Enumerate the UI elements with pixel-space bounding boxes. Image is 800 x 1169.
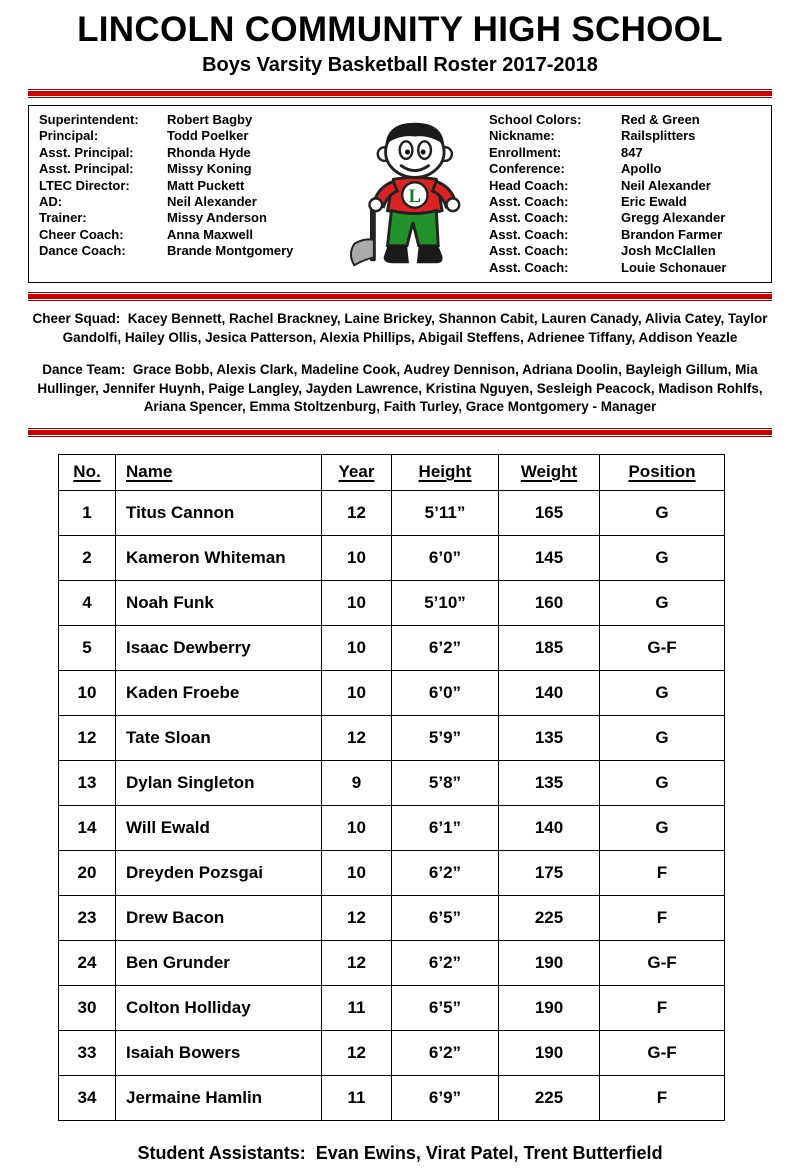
roster-cell-position: G (600, 715, 725, 760)
roster-cell-position: F (600, 985, 725, 1030)
staff-label: Asst. Principal: (39, 144, 134, 160)
axe-blade (351, 239, 374, 265)
school-info-value: Louie Schonauer (621, 259, 727, 275)
roster-cell-weight: 190 (499, 1030, 600, 1075)
roster-cell-name: Isaiah Bowers (116, 1030, 322, 1075)
staff-value: Rhonda Hyde (167, 144, 251, 160)
roster-cell-weight: 190 (499, 940, 600, 985)
roster-cell-year: 9 (322, 760, 392, 805)
roster-cell-name: Will Ewald (116, 805, 322, 850)
roster-cell-position: F (600, 1075, 725, 1120)
roster-cell-weight: 145 (499, 535, 600, 580)
staff-row (39, 210, 327, 226)
roster-cell-no: 10 (59, 670, 116, 715)
school-info-value: 847 (621, 144, 643, 160)
roster-cell-position: G-F (600, 625, 725, 670)
roster-cell-position: G (600, 760, 725, 805)
divider-line (28, 428, 772, 437)
roster-cell-name: Dylan Singleton (116, 760, 322, 805)
staff-label: Cheer Coach: (39, 226, 124, 242)
roster-cell-year: 11 (322, 985, 392, 1030)
cheer-squad-text: Cheer Squad: Kacey Bennett, Rachel Brackney, Laine Brickey, Shannon Cabit, Lauren Canady, Alivia Catey, Taylor Gandolfi, Hailey Ollis, Jesica Patterson, Alexia Phillips, Abigail Steffens, Adrienee Tiffany, Addison Yeazle (32, 311, 772, 345)
staff-label: Superintendent: (39, 112, 139, 127)
divider-line (28, 89, 772, 98)
roster-cell-no: 24 (59, 940, 116, 985)
roster-cell-weight: 135 (499, 715, 600, 760)
school-info-label: Conference: (489, 161, 565, 177)
dance-team-text: Dance Team: Grace Bobb, Alexis Clark, Madeline Cook, Audrey Dennison, Adriana Doolin, Bayleigh Gillum, Mia Hullinger, Jennifer Huynh, Paige Langley, Jayden Lawrence, Kristina Nguyen, Sesleigh Peacock, Madison Rohlfs, Ariana Spencer, Emma Stoltzenburg, Faith Turley, Grace Montgomery - Manager (37, 362, 766, 415)
mascot-pants (388, 211, 439, 246)
school-info-value: Railsplitters (621, 128, 696, 144)
staff-row (39, 243, 327, 259)
roster-table (58, 454, 725, 1121)
roster-cell-name: Isaac Dewberry (116, 625, 322, 670)
roster-cell-weight: 140 (499, 805, 600, 850)
roster-cell-position: G (600, 580, 725, 625)
roster-cell-no: 4 (59, 580, 116, 625)
roster-header-row (59, 454, 725, 490)
roster-cell-height: 5’11” (392, 490, 499, 535)
roster-header-label: Weight (520, 462, 578, 482)
page-subtitle: Boys Varsity Basketball Roster 2017-2018 (202, 54, 598, 76)
staff-label: Principal: (39, 128, 99, 144)
school-info-label: Enrollment: (489, 144, 562, 160)
roster-cell-no: 13 (59, 760, 116, 805)
school-info-row (489, 112, 761, 128)
roster-row (59, 850, 725, 895)
roster-header-label: Name (126, 462, 173, 482)
roster-cell-no: 2 (59, 535, 116, 580)
roster-cell-height: 6’0” (392, 535, 499, 580)
roster-cell-year: 10 (322, 580, 392, 625)
roster-cell-no: 30 (59, 985, 116, 1030)
staff-value: Matt Puckett (167, 177, 245, 193)
staff-row (39, 194, 327, 210)
school-info-row (489, 227, 761, 243)
roster-cell-height: 6’1” (392, 805, 499, 850)
roster-cell-year: 10 (322, 850, 392, 895)
roster-cell-height: 6’5” (392, 895, 499, 940)
school-info-label: Asst. Coach: (489, 243, 569, 259)
roster-row (59, 535, 725, 580)
roster-cell-height: 6’2” (392, 940, 499, 985)
roster-cell-weight: 140 (499, 670, 600, 715)
roster-row (59, 715, 725, 760)
roster-cell-no: 20 (59, 850, 116, 895)
roster-cell-year: 10 (322, 625, 392, 670)
staff-label: LTEC Director: (39, 177, 130, 193)
roster-row (59, 625, 725, 670)
roster-cell-name: Drew Bacon (116, 895, 322, 940)
roster-cell-no: 1 (59, 490, 116, 535)
school-info-value: Apollo (621, 161, 662, 177)
roster-cell-no: 23 (59, 895, 116, 940)
roster-row (59, 580, 725, 625)
roster-cell-weight: 225 (499, 1075, 600, 1120)
staff-label: Trainer: (39, 210, 87, 226)
staff-list (39, 112, 327, 276)
roster-cell-weight: 135 (499, 760, 600, 805)
roster-cell-no: 33 (59, 1030, 116, 1075)
roster-cell-year: 12 (322, 715, 392, 760)
roster-header-label: Height (418, 462, 472, 482)
staff-value: Todd Poelker (167, 128, 249, 144)
roster-header-label: Position (628, 462, 696, 482)
roster-cell-weight: 165 (499, 490, 600, 535)
staff-value: Missy Anderson (167, 210, 267, 226)
school-info-value: Neil Alexander (621, 177, 711, 193)
roster-cell-height: 5’10” (392, 580, 499, 625)
staff-row (39, 161, 327, 177)
roster-cell-weight: 185 (499, 625, 600, 670)
roster-cell-year: 12 (322, 1030, 392, 1075)
roster-cell-weight: 160 (499, 580, 600, 625)
school-info-value: Josh McClallen (621, 243, 716, 259)
roster-cell-name: Colton Holliday (116, 985, 322, 1030)
school-info-label: Asst. Coach: (489, 210, 569, 226)
roster-cell-no: 14 (59, 805, 116, 850)
roster-cell-weight: 225 (499, 895, 600, 940)
roster-cell-name: Jermaine Hamlin (116, 1075, 322, 1120)
school-info-row (489, 128, 761, 144)
school-info-row (489, 145, 761, 161)
staff-row (39, 112, 327, 128)
school-info-value: Gregg Alexander (621, 210, 726, 226)
roster-header-no (59, 454, 116, 490)
roster-cell-no: 5 (59, 625, 116, 670)
school-info-value: Eric Ewald (621, 194, 687, 210)
school-info-label: School Colors: (489, 112, 582, 127)
roster-row (59, 1030, 725, 1075)
roster-cell-name: Ben Grunder (116, 940, 322, 985)
school-info-row (489, 243, 761, 259)
roster-cell-no: 34 (59, 1075, 116, 1120)
roster-cell-year: 12 (322, 895, 392, 940)
roster-cell-height: 6’0” (392, 670, 499, 715)
roster-cell-year: 11 (322, 1075, 392, 1120)
staff-row (39, 178, 327, 194)
roster-cell-position: F (600, 895, 725, 940)
page-title: LINCOLN COMMUNITY HIGH SCHOOL (77, 10, 723, 49)
staff-label: Dance Coach: (39, 243, 126, 259)
staff-row (39, 145, 327, 161)
railsplitter-mascot-image (333, 115, 483, 273)
roster-cell-weight: 190 (499, 985, 600, 1030)
roster-cell-position: G (600, 805, 725, 850)
student-assistants-text: Student Assistants: Evan Ewins, Virat Patel, Trent Butterfield (137, 1142, 663, 1163)
roster-header-height (392, 454, 499, 490)
roster-row (59, 490, 725, 535)
divider-line (28, 292, 772, 301)
school-info-row (489, 194, 761, 210)
roster-cell-name: Kaden Froebe (116, 670, 322, 715)
roster-cell-height: 5’8” (392, 760, 499, 805)
roster-row (59, 1075, 725, 1120)
roster-cell-position: F (600, 850, 725, 895)
school-info-label: Asst. Coach: (489, 226, 569, 242)
roster-row (59, 670, 725, 715)
school-info-value: Brandon Farmer (621, 226, 723, 242)
roster-header-label: Year (338, 462, 375, 482)
roster-cell-position: G (600, 670, 725, 715)
school-info-label: Head Coach: (489, 177, 569, 193)
staff-value: Brande Montgomery (167, 243, 294, 259)
roster-cell-name: Dreyden Pozsgai (116, 850, 322, 895)
roster-header-weight (499, 454, 600, 490)
staff-row (39, 227, 327, 243)
school-info-list (489, 112, 761, 276)
roster-cell-year: 10 (322, 535, 392, 580)
roster-cell-height: 6’2” (392, 625, 499, 670)
roster-row (59, 760, 725, 805)
roster-cell-position: G-F (600, 940, 725, 985)
roster-cell-height: 6’5” (392, 985, 499, 1030)
roster-header-year (322, 454, 392, 490)
roster-row (59, 985, 725, 1030)
roster-cell-height: 6’2” (392, 1030, 499, 1075)
school-info-value: Red & Green (621, 112, 700, 127)
roster-row (59, 895, 725, 940)
emblem-letter: L (408, 185, 422, 207)
info-box (28, 105, 772, 283)
roster-cell-position: G (600, 535, 725, 580)
roster-cell-position: G (600, 490, 725, 535)
roster-cell-height: 6’2” (392, 850, 499, 895)
roster-cell-year: 12 (322, 490, 392, 535)
school-info-row (489, 210, 761, 226)
roster-header-name (116, 454, 322, 490)
staff-value: Robert Bagby (167, 112, 253, 127)
school-info-row (489, 260, 761, 276)
roster-cell-year: 12 (322, 940, 392, 985)
staff-value: Neil Alexander (167, 194, 257, 210)
school-info-label: Asst. Coach: (489, 259, 569, 275)
staff-label: Asst. Principal: (39, 161, 134, 177)
roster-cell-name: Titus Cannon (116, 490, 322, 535)
roster-cell-height: 6’9” (392, 1075, 499, 1120)
staff-value: Missy Koning (167, 161, 252, 177)
roster-cell-name: Noah Funk (116, 580, 322, 625)
roster-cell-name: Kameron Whiteman (116, 535, 322, 580)
roster-header-label: No. (73, 462, 101, 482)
school-info-row (489, 161, 761, 177)
roster-cell-weight: 175 (499, 850, 600, 895)
roster-cell-no: 12 (59, 715, 116, 760)
staff-row (39, 128, 327, 144)
school-info-label: Asst. Coach: (489, 194, 569, 210)
roster-row (59, 805, 725, 850)
mascot-container (327, 112, 489, 276)
roster-cell-year: 10 (322, 670, 392, 715)
roster-cell-height: 5’9” (392, 715, 499, 760)
roster-header-position (600, 454, 725, 490)
school-info-row (489, 178, 761, 194)
roster-row (59, 940, 725, 985)
staff-value: Anna Maxwell (167, 226, 253, 242)
staff-label: AD: (39, 194, 63, 210)
school-info-label: Nickname: (489, 128, 555, 144)
roster-cell-year: 10 (322, 805, 392, 850)
roster-cell-position: G-F (600, 1030, 725, 1075)
roster-cell-name: Tate Sloan (116, 715, 322, 760)
